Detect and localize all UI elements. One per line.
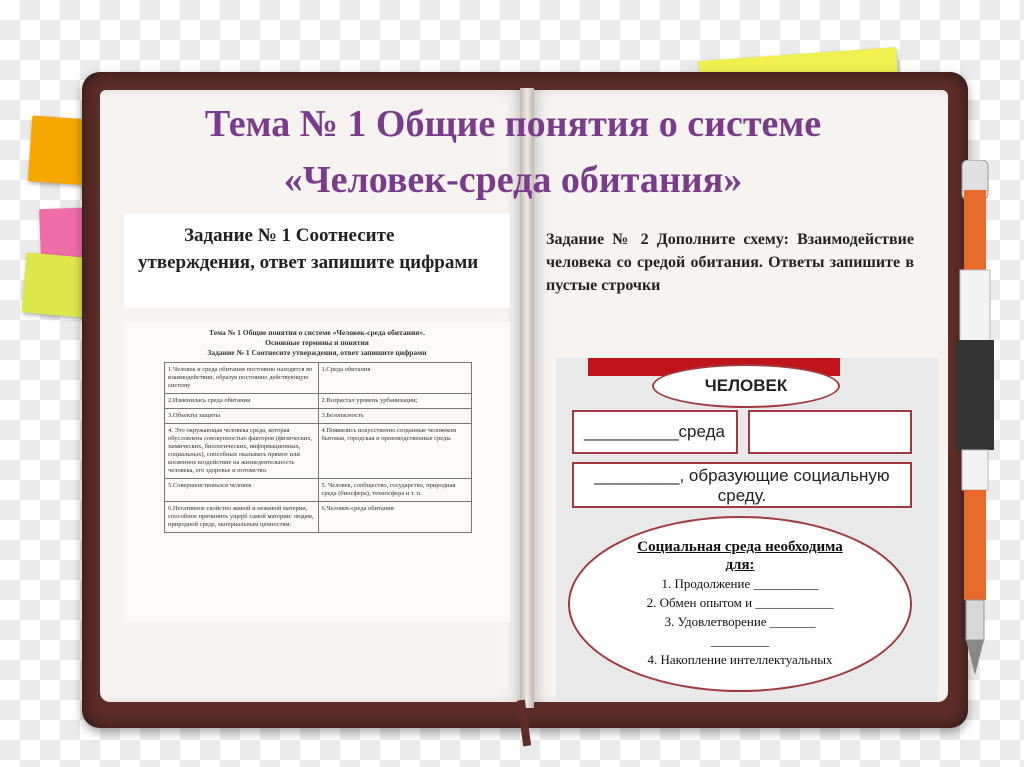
- title-line-1: Тема № 1 Общие понятия о системе: [204, 103, 822, 145]
- task-1-document-image: [124, 322, 510, 622]
- task-1-heading: [124, 214, 510, 308]
- ellipse-title-1: Социальная среда необходима: [637, 539, 843, 555]
- table-cell-left: 2.Изменилась среда обитания: [165, 394, 319, 409]
- table-cell-right: 1.Среда обитания: [318, 363, 472, 394]
- ellipse-list-item: 1. Продолжение __________: [661, 576, 819, 591]
- ellipse-list-item: 3. Удовлетворение _______: [664, 614, 816, 629]
- title-line-2: «Человек-среда обитания»: [283, 159, 743, 201]
- table-row: [165, 479, 472, 502]
- matching-table: [164, 362, 472, 533]
- page-title: [110, 96, 916, 208]
- table-cell-left: 5.Совершенствовался человек: [165, 479, 319, 502]
- ellipse-list-item: 2. Обмен опытом и ____________: [646, 595, 834, 610]
- task-1-text: Задание № 1 Соотнесите утверждения, ответ запишите цифрами: [138, 225, 479, 273]
- table-cell-left: 6.Негативное свойство живой и неживой материи, способное причинить ущерб самой материи: людям, природной среде, материальным ценностям.: [165, 502, 319, 533]
- table-cell-left: 4. Это окружающая человека среда, которая обусловлена совокупностью факторов (физических, химических, биологических, информационных, социальных), способных оказывать прямое или косвенное воздействие на жизнедеятельность человека, его здоровье и потомство.: [165, 424, 319, 479]
- table-cell-right: 6.Человек-среда обитания: [318, 502, 472, 533]
- table-cell-right: 5. Человек, сообщество, государство, природная среда (биосфера), техносфера и т. п.: [318, 479, 472, 502]
- table-row: [165, 424, 472, 479]
- table-row: [165, 502, 472, 533]
- table-row: [165, 363, 472, 394]
- task-2-text: Задание № 2 Дополните схему: Взаимодействие человека со средой обитания. Ответы запишите в пустые строчки: [546, 231, 914, 294]
- scheme-box-environment: __________среда: [572, 410, 738, 454]
- scheme-box-empty: [748, 410, 912, 454]
- ellipse-title-2: для:: [725, 557, 755, 573]
- scheme-person-node: ЧЕЛОВЕК: [652, 364, 840, 408]
- table-row: [165, 409, 472, 424]
- document-heading-1: Тема № 1 Общие понятия о системе «Человек-среда обитания». Основные термины и понятия: [209, 328, 425, 347]
- table-cell-right: 3.Безопасность: [318, 409, 472, 424]
- table-cell-right: 4.Появились искусственно созданные человеком бытовая, городская и производственные среды: [318, 424, 472, 479]
- table-cell-left: 1.Человек и среда обитания постоянно находятся во взаимодействии, образуя постоянно действующую систему: [165, 363, 319, 394]
- table-row: [165, 394, 472, 409]
- pen-icon: [956, 160, 994, 680]
- scheme-box-social: _________, образующие социальную среду.: [572, 462, 912, 508]
- ellipse-list-item: 4. Накопление интеллектуальных: [647, 652, 833, 667]
- document-heading-2: Задание № 1 Соотнесите утверждения, ответ запишите цифрами: [207, 348, 427, 357]
- ellipse-list-item: _________: [710, 633, 770, 648]
- table-cell-left: 3.Объекты защиты: [165, 409, 319, 424]
- scheme-social-needs-ellipse: [568, 516, 912, 692]
- task-2-heading: [546, 228, 914, 297]
- table-cell-right: 2.Возрастал уровень урбанизации;: [318, 394, 472, 409]
